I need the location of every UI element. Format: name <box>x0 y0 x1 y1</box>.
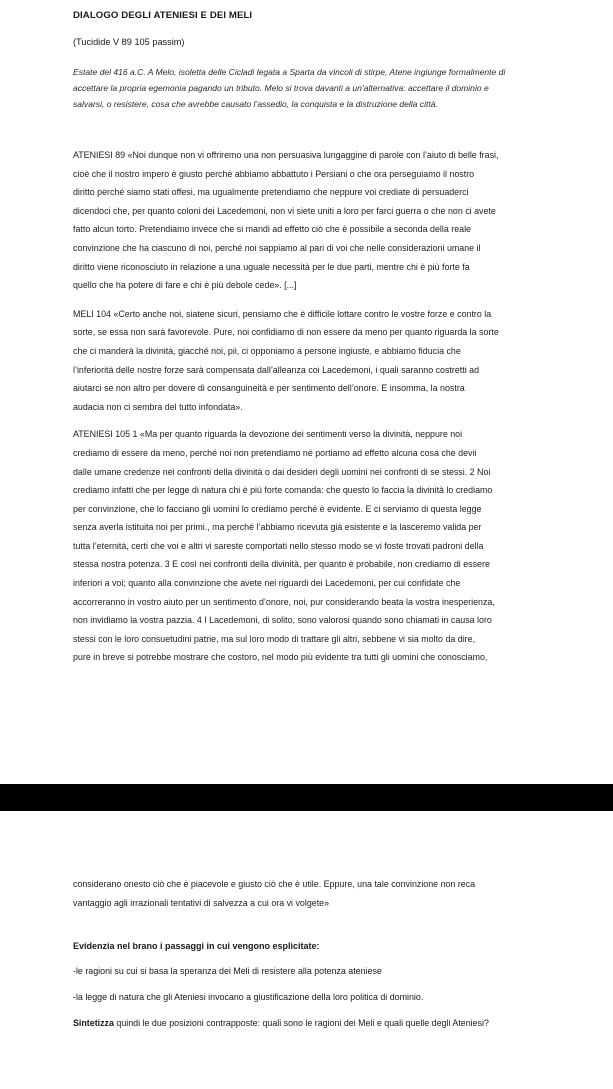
text-line: che ci manderà la divinità, giacché noi, pii, ci opponiamo a persone ingiuste, e abbiamo fiducia che <box>73 345 461 356</box>
task-item: -la legge di natura che gli Ateniesi invocano a giustificazione della loro politica di dominio. <box>73 992 424 1003</box>
text-line: stessi con le loro consuetudini patrie, ma sul loro modo di trattare gli altri, sebbene vi sia molto da dire, <box>73 633 476 644</box>
task-title: Evidenzia nel brano i passaggi in cui vengono esplicitate: <box>73 941 320 952</box>
document-page-bottom <box>0 811 613 1089</box>
text-line: vantaggio agli irrazionali tentativi di salvezza a cui ora vi volgete» <box>73 897 330 908</box>
text-line: l’inferiorità delle nostre forze sarà compensata dall’alleanza coi Lacedemoni, i quali saranno costretti ad <box>73 364 480 375</box>
paragraph-ateniesi-89 <box>73 146 557 295</box>
text-line: ATENIESI 89 «Noi dunque non vi offriremo una non persuasiva lungaggine di parole con l’aiuto di belle frasi, <box>73 150 499 160</box>
text-line: per convinzione, che lo facciano gli uomini lo crediamo perché è evidente. E ci serviamo di questa legge <box>73 503 482 514</box>
paragraph-meli-104 <box>73 305 557 417</box>
text-line: sorte, se essa non sarà favorevole. Pure, noi confidiamo di non essere da meno per quanto riguarda la sorte <box>73 327 499 338</box>
intro-line: accettare la propria egemonia pagando un tributo. Melo si trova davanti a un’alternativa: accettare il dominio e <box>73 83 489 93</box>
text-line: accorreranno in vostro aiuto per un sentimento d’onore, noi, pur considerando beata la vostra inesperienza, <box>73 596 495 607</box>
text-line: considerano onesto ciò che è piacevole e giusto ciò che è utile. Eppure, una tale convinzione non reca <box>73 879 476 889</box>
text-line: stessa nostra potenza. 3 E così nei confronti della divinità, per quanto è probabile, non crediamo di essere <box>73 559 490 570</box>
text-line: quello che ha potere di fare e chi è più debole cede». [...] <box>73 280 297 291</box>
text-line: ATENIESI 105 1 «Ma per quanto riguarda la devozione dei sentimenti verso la divinità, neppure noi <box>73 429 463 440</box>
text-line: diritto viene riconosciuto in relazione a una uguale necessità per le due parti, mentre chi è più forte fa <box>73 261 470 272</box>
text-line: inferiori a voi; quanto alla convinzione che avete nei riguardi dei Lacedemoni, per cui confidate che <box>73 578 461 589</box>
final-bold-word: Sintetizza <box>73 1018 114 1029</box>
text-line: non invidiamo la vostra pazzia. 4 I Lacedemoni, di solito, sono valorosi quando sono chiamati in causa loro <box>73 615 492 626</box>
text-line: dalle umane credenze nei confronti della divinità o dai desideri degli uomini nei confronti di se stessi. 2 Noi <box>73 466 491 477</box>
text-line: senza averla istituita noi per primi., ma perché l’abbiamo ricevuta già esistente e la lasceremo valida per <box>73 522 482 533</box>
text-line: pure in breve si potrebbe mostrare che costoro, nel modo più evidente tra tutti gli uomini che conosciamo, <box>73 652 488 663</box>
task-final-instruction <box>73 1016 557 1030</box>
text-line: dicendoci che, per quanto coloni dei Lacedemoni, non vi siete uniti a loro per farci guerra o che non ci avete <box>73 205 496 216</box>
document-title: DIALOGO DEGLI ATENIESI E DEI MELI <box>73 10 253 21</box>
page-break-band <box>0 784 613 811</box>
text-line: audacia non ci sembra del tutto infondata». <box>73 401 243 412</box>
text-line: diritto perché siamo stati offesi, ma ugualmente pretendiamo che neppure voi crediate di persuaderci <box>73 187 469 198</box>
text-line: crediamo di essere da meno, perché noi non pretendiamo né portiamo ad effetto alcuna cosa che devii <box>73 447 477 458</box>
text-line: convinzione che ha ciascuno di noi, perché noi sappiamo al pari di voi che nelle considerazioni umane il <box>73 242 481 253</box>
text-line: crediamo infatti che per legge di natura chi è più forte comanda: che questo lo faccia la divinità lo crediamo <box>73 485 493 496</box>
text-line: aiutarci se non altro per dovere di consanguineità e per sentimento dell’onore. E insomma, la nostra <box>73 383 465 394</box>
paragraph-ateniesi-105 <box>73 425 557 667</box>
text-line: fatto alcun torto. Pretendiamo invece che si mandi ad effetto ciò che è possibile a seconda della reale <box>73 224 471 235</box>
task-item: -le ragioni su cui si basa la speranza dei Meli di resistere alla potenza ateniese <box>73 966 382 977</box>
intro-paragraph <box>73 64 557 112</box>
text-line: cioè che il nostro impero è giusto perché abbiamo abbattuto i Persiani o che ora perseguiamo il nostro <box>73 168 475 179</box>
paragraph-continuation <box>73 875 557 912</box>
final-rest-text: quindi le due posizioni contrapposte: quali sono le ragioni dei Meli e quali quelle degli Ateniesi? <box>113 1018 489 1029</box>
intro-line: salvarsi, o resistere, cosa che avrebbe causato l’assedio, la conquista e la distruzione della città. <box>73 99 438 109</box>
text-line: tutta l’eternità, certi che voi e altri vi sareste comportati nello stesso modo se vi foste trovati padroni della <box>73 540 484 551</box>
intro-line: Estate del 416 a.C. A Melo, isoletta delle Cicladi legata a Sparta da vincoli di stirpe, Atene ingiunge formalmente di <box>73 67 506 77</box>
text-line: MELI 104 «Certo anche noi, siatene sicuri, pensiamo che è difficile lottare contro le vostre forze e contro la <box>73 308 492 319</box>
document-source: (Tucidide V 89 105 passim) <box>73 37 185 47</box>
